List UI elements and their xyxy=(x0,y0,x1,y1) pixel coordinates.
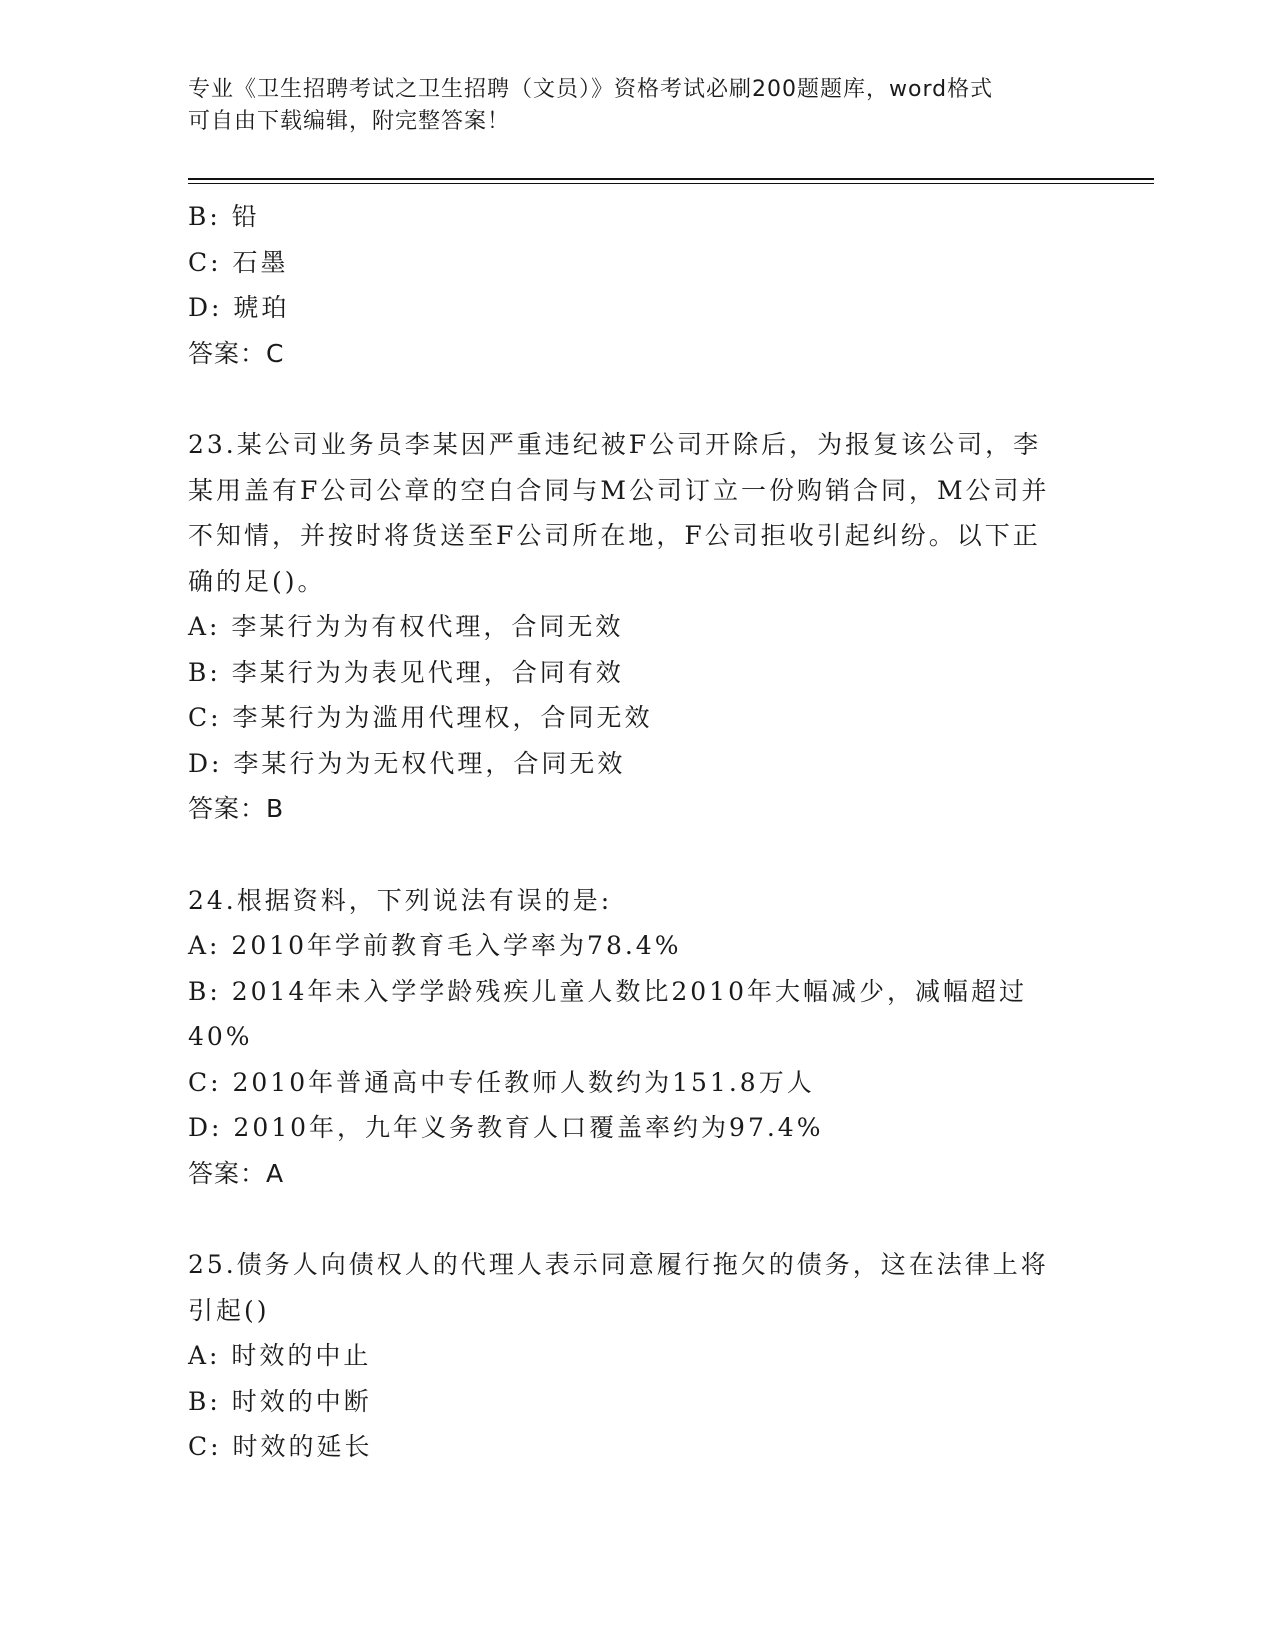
option-b: B: 2014年未入学学龄残疾儿童人数比2010年大幅减少，减幅超过 xyxy=(188,976,1027,1006)
header-divider-thick xyxy=(188,178,1154,180)
spacer xyxy=(188,376,1088,422)
spacer xyxy=(188,1196,1088,1242)
header-line-1: 专业《卫生招聘考试之卫生招聘（文员）》资格考试必刷200题题库，word格式 xyxy=(188,77,994,102)
header-line-2: 可自由下载编辑，附完整答案！ xyxy=(188,109,511,134)
question-text-line: 23.某公司业务员李某因严重违纪被F公司开除后，为报复该公司，李 xyxy=(188,430,1042,459)
prev-question xyxy=(188,194,1088,376)
question-text-line: 25.债务人向债权人的代理人表示同意履行拖欠的债务，这在法律上将 xyxy=(188,1250,1049,1279)
answer-line: 答案：C xyxy=(188,338,285,368)
option-b: B: 李某行为为表见代理，合同有效 xyxy=(188,657,624,687)
answer-line: 答案：A xyxy=(188,1158,285,1188)
option-a: A: 时效的中止 xyxy=(188,1341,372,1370)
option-b: B: 时效的中断 xyxy=(188,1386,372,1416)
document-header xyxy=(188,74,1088,138)
option-c: C: 时效的延长 xyxy=(188,1432,373,1461)
option-d: D: 琥珀 xyxy=(188,293,290,322)
option-b-continued: 40% xyxy=(188,1022,253,1051)
question-23 xyxy=(188,422,1088,832)
option-c: C: 石墨 xyxy=(188,247,289,277)
question-content xyxy=(188,194,1088,1470)
question-text-line: 确的足()。 xyxy=(188,566,326,596)
option-c: C: 李某行为为滥用代理权，合同无效 xyxy=(188,703,653,732)
option-a: A: 2010年学前教育毛入学率为78.4% xyxy=(188,931,682,960)
header-divider-thin xyxy=(188,183,1154,184)
spacer xyxy=(188,832,1088,878)
option-d: D: 2010年，九年义务教育人口覆盖率约为97.4% xyxy=(188,1113,824,1142)
question-24 xyxy=(188,878,1088,1197)
option-b: B: 铅 xyxy=(188,202,260,231)
option-d: D: 李某行为为无权代理，合同无效 xyxy=(188,748,626,778)
option-c: C: 2010年普通高中专任教师人数约为151.8万人 xyxy=(188,1067,815,1097)
question-25 xyxy=(188,1242,1088,1470)
question-text-line: 24.根据资料，下列说法有误的是: xyxy=(188,885,613,915)
answer-line: 答案：B xyxy=(188,794,285,823)
option-a: A: 李某行为为有权代理，合同无效 xyxy=(188,612,624,641)
question-text-line: 某用盖有F公司公章的空白合同与M公司订立一份购销合同，M公司并 xyxy=(188,475,1050,505)
question-text-line: 不知情，并按时将货送至F公司所在地，F公司拒收引起纠纷。以下正 xyxy=(188,521,1041,550)
question-text-line: 引起() xyxy=(188,1295,270,1325)
